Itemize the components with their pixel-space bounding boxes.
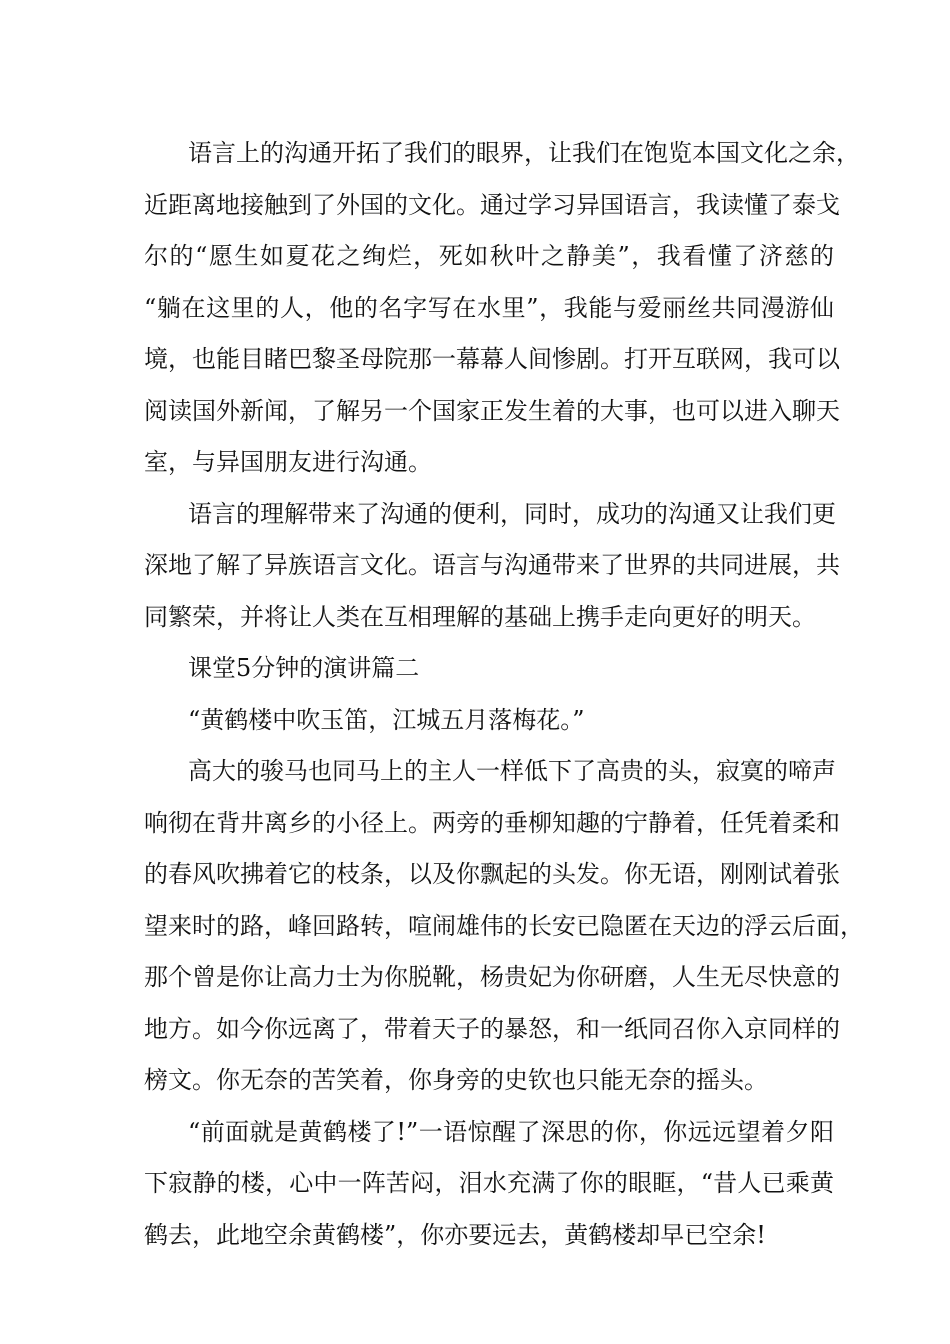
paragraph-1-line-4: “躺在这里的人，他的名字写在水里”，我能与爱丽丝共同漫游仙: [144, 293, 834, 322]
document-body: [144, 128, 864, 1261]
paragraph-1-line-1: 语言上的沟通开拓了我们的眼界，让我们在饱览本国文化之余，: [188, 139, 860, 167]
paragraph-3-line-5: 那个曾是你让高力士为你脱靴，杨贵妃为你研磨，人生无尽快意的: [144, 963, 840, 991]
paragraph-3-line-3: 的春风吹拂着它的枝条，以及你飘起的头发。你无语，刚刚试着张: [144, 860, 840, 888]
paragraph-3-line-7: 榜文。你无奈的苦笑着，你身旁的史钦也只能无奈的摇头。: [144, 1066, 768, 1094]
paragraph-4-line-3: 鹤去，此地空余黄鹤楼”，你亦要远去，黄鹤楼却早已空余!: [144, 1220, 766, 1249]
paragraph-1-line-7: 室，与异国朋友进行沟通。: [144, 448, 432, 476]
paragraph-4-line-2: 下寂静的楼，心中一阵苦闷，泪水充满了你的眼眶，“昔人已乘黄: [144, 1169, 834, 1197]
paragraph-3-line-6: 地方。如今你远离了，带着天子的暴怒，和一纸同召你入京同样的: [144, 1014, 840, 1043]
paragraph-3-line-1: 高大的骏马也同马上的主人一样低下了高贵的头，寂寞的啼声: [188, 757, 836, 785]
paragraph-1-line-6: 阅读国外新闻，了解另一个国家正发生着的大事，也可以进入聊天: [144, 396, 840, 425]
paragraph-3-line-4: 望来时的路，峰回路转，喧闹雄伟的长安已隐匿在天边的浮云后面，: [144, 911, 864, 940]
paragraph-2-line-2: 深地了解了异族语言文化。语言与沟通带来了世界的共同进展，共: [144, 551, 840, 579]
section-heading: 课堂5分钟的演讲篇二: [188, 654, 420, 682]
paragraph-4-line-1: “前面就是黄鹤楼了!”一语惊醒了深思的你，你远远望着夕阳: [188, 1117, 834, 1146]
paragraph-1-line-5: 境，也能目睹巴黎圣母院那一幕幕人间惨剧。打开互联网，我可以: [144, 345, 840, 373]
paragraph-3-line-2: 响彻在背井离乡的小径上。两旁的垂柳知趣的宁静着，任凭着柔和: [144, 808, 840, 837]
poem-quote: “黄鹤楼中吹玉笛，江城五月落梅花。”: [188, 705, 585, 734]
paragraph-1-line-3: 尔的“愿生如夏花之绚烂，死如秋叶之静美”，我看懂了济慈的: [144, 242, 834, 270]
paragraph-2-line-3: 同繁荣，并将让人类在互相理解的基础上携手走向更好的明天。: [144, 602, 816, 631]
paragraph-1-line-2: 近距离地接触到了外国的文化。通过学习异国语言，我读懂了泰戈: [144, 190, 840, 219]
paragraph-2-line-1: 语言的理解带来了沟通的便利，同时，成功的沟通又让我们更: [188, 499, 836, 528]
